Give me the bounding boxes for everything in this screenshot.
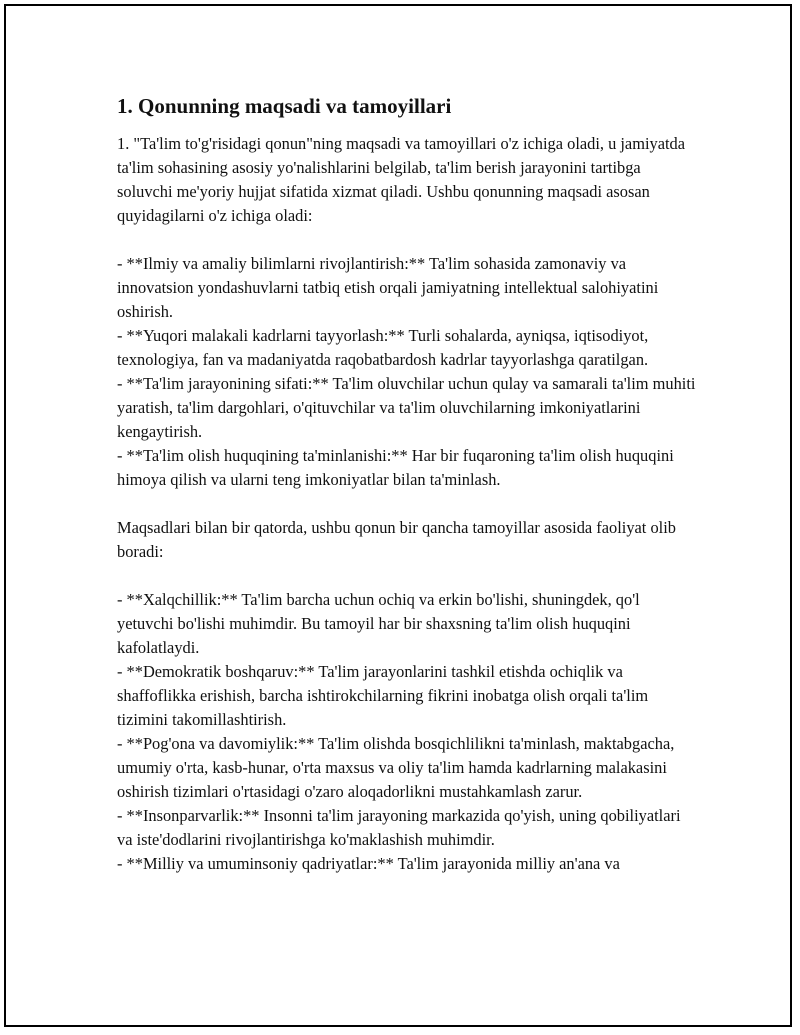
principle-item: - **Demokratik boshqaruv:** Ta'lim jarayonlarini tashkil etishda ochiqlik va shaffoflikka erishish, barcha ishtirokchilarning fikrini inobatga olish orqali ta'lim tizimini takomillashtirish. — [117, 662, 649, 729]
principle-item: - **Pog'ona va davomiylik:** Ta'lim olishda bosqichlilikni ta'minlash, maktabgacha, umumiy o'rta, kasb-hunar, o'rta maxsus va oliy ta'lim hamda kadrlarning malakasini oshirish tizimlari o'rtasidagi o'zaro aloqadorlikni mustahkamlash zarur. — [117, 734, 675, 801]
goal-item: - **Ilmiy va amaliy bilimlarni rivojlantirish:** Ta'lim sohasida zamonaviy va innovatsion yondashuvlarni tatbiq etish orqali jamiyatning intellektual salohiyatini oshirish. — [117, 254, 659, 321]
principle-item: - **Xalqchillik:** Ta'lim barcha uchun ochiq va erkin bo'lishi, shuningdek, qo'l yetuvchi bo'lishi muhimdir. Bu tamoyil har bir shaxsning ta'lim olish huquqini kafolatlaydi. — [117, 590, 640, 657]
goal-item: - **Ta'lim jarayonining sifati:** Ta'lim oluvchilar uchun qulay va samarali ta'lim muhiti yaratish, ta'lim dargohlari, o'qituvchilar va ta'lim oluvchilarning imkoniyatlarini kengaytirish. — [117, 374, 696, 441]
goal-item: - **Ta'lim olish huquqining ta'minlanishi:** Har bir fuqaroning ta'lim olish huquqini himoya qilish va ularni teng imkoniyatlar bilan ta'minlash. — [117, 446, 674, 489]
paragraph-gap — [117, 492, 697, 516]
principles-intro-paragraph: Maqsadlari bilan bir qatorda, ushbu qonun bir qancha tamoyillar asosida faoliyat olib boradi: — [117, 518, 676, 561]
document-body — [117, 92, 697, 876]
goal-item: - **Yuqori malakali kadrlarni tayyorlash:** Turli sohalarda, ayniqsa, iqtisodiyot, texnologiya, fan va madaniyatda raqobatbardosh kadrlar tayyorlashga qaratilgan. — [117, 326, 649, 369]
paragraph-gap — [117, 228, 697, 252]
section-heading: 1. Qonunning maqsadi va tamoyillari — [117, 94, 452, 118]
principle-item: - **Insonparvarlik:** Insonni ta'lim jarayoning markazida qo'yish, uning qobiliyatlari va iste'dodlarini rivojlantirishga ko'maklashish muhimdir. — [117, 806, 681, 849]
paragraph-gap — [117, 564, 697, 588]
intro-paragraph: 1. "Ta'lim to'g'risidagi qonun"ning maqsadi va tamoyillari o'z ichiga oladi, u jamiyatda ta'lim sohasining asosiy yo'nalishlarini belgilab, ta'lim berish jarayonini tartibga soluvchi me'yoriy hujjat sifatida xizmat qiladi. Ushbu qonunning maqsadi asosan quyidagilarni o'z ichiga oladi: — [117, 134, 686, 225]
principle-item: - **Milliy va umuminsoniy qadriyatlar:** Ta'lim jarayonida milliy an'ana va — [117, 854, 620, 873]
